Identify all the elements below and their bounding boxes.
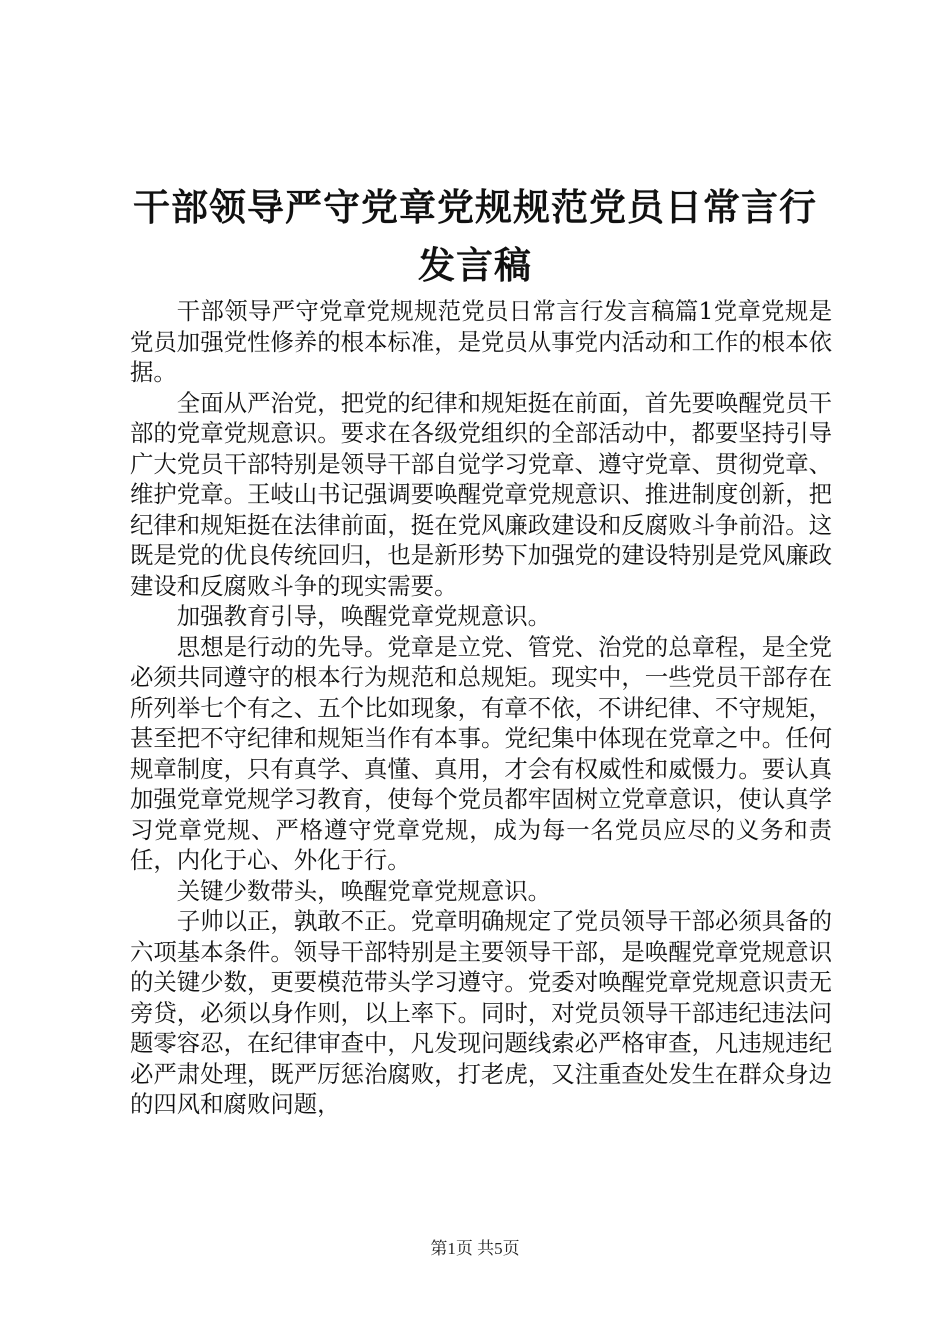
paragraph: 子帅以正，孰敢不正。党章明确规定了党员领导干部必须具备的六项基本条件。领导干部特别是主要领导干部，是唤醒党章党规意识的关键少数，更要模范带头学习遵守。党委对唤醒党章党规意识责无旁贷，必须以身作则，以上率下。同时，对党员领导干部违纪违法问题零容忍，在纪律审查中，凡发现问题线索必严格审查，凡违规违纪必严肃处理，既严厉惩治腐败，打老虎，又注重查处发生在群众身边的四风和腐败问题， <box>130 907 832 1118</box>
page-number-footer: 第1页 共5页 <box>430 1239 520 1258</box>
paragraph: 思想是行动的先导。党章是立党、管党、治党的总章程，是全党必须共同遵守的根本行为规范和总规矩。现实中，一些党员干部存在所列举七个有之、五个比如现象，有章不依，不讲纪律、不守规矩，甚至把不守纪律和规矩当作有本事。党纪集中体现在党章之中。任何规章制度，只有真学、真懂、真用，才会有权威性和威慑力。要认真加强党章党规学习教育，使每个党员都牢固树立党章意识，使认真学习党章党规、严格遵守党章党规，成为每一名党员应尽的义务和责任，内化于心、外化于行。 <box>130 632 832 874</box>
paragraph: 全面从严治党，把党的纪律和规矩挺在前面，首先要唤醒党员干部的党章党规意识。要求在各级党组织的全部活动中，都要坚持引导广大党员干部特别是领导干部自觉学习党章、遵守党章、贯彻党章、维护党章。王岐山书记强调要唤醒党章党规意识、推进制度创新，把纪律和规矩挺在法律前面，挺在党风廉政建设和反腐败斗争前沿。这既是党的优良传统回归，也是新形势下加强党的建设特别是党风廉政建设和反腐败斗争的现实需要。 <box>130 388 832 600</box>
section-heading: 加强教育引导，唤醒党章党规意识。 <box>176 602 552 630</box>
section-heading: 关键少数带头，唤醒党章党规意识。 <box>176 876 552 905</box>
document-title: 干部领导严守党章党规规范党员日常言行发言稿 <box>133 185 817 287</box>
document-body <box>130 296 832 1120</box>
paragraph: 干部领导严守党章党规规范党员日常言行发言稿篇1党章党规是党员加强党性修养的根本标准，是党员从事党内活动和工作的根本依据。 <box>130 297 832 386</box>
